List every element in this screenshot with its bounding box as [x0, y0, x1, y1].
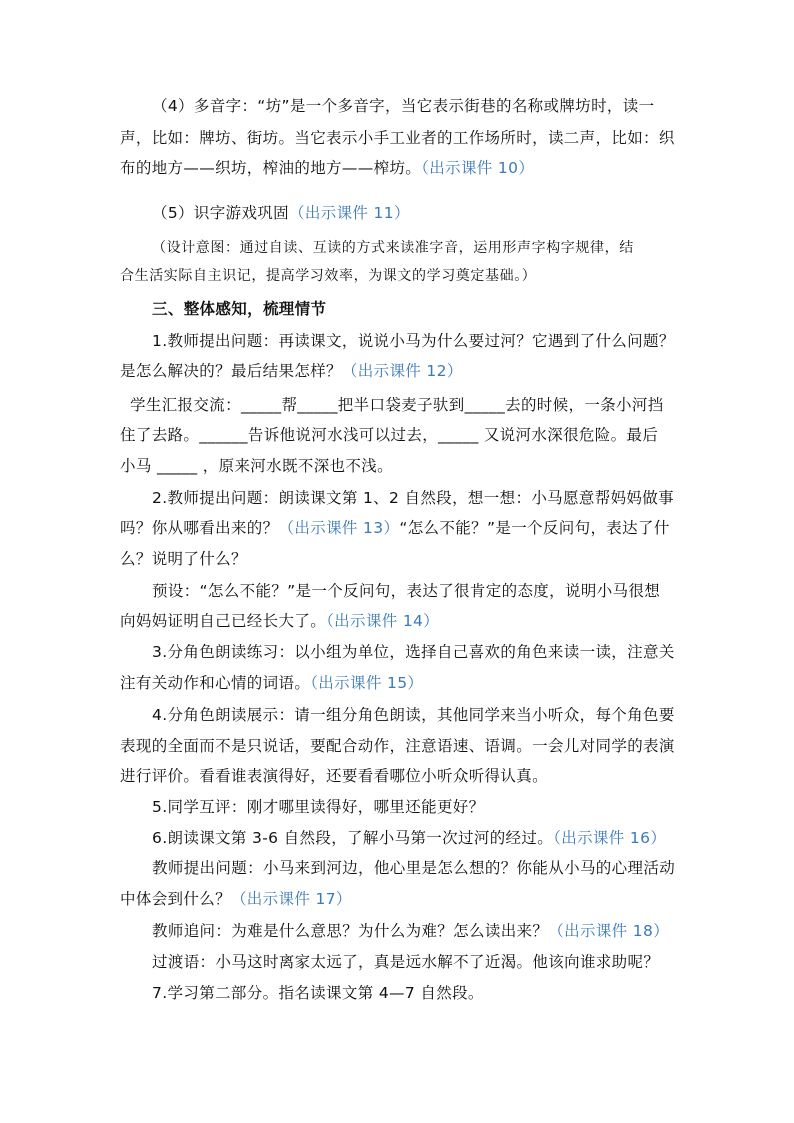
paragraph-line: 7.学习第二部分。指名读课文第 4—7 自然段。 [152, 984, 484, 1002]
paragraph-line: 中体会到什么？（出示课件 17） [120, 890, 352, 908]
paragraph-line: 5.同学互评：刚才哪里读得好，哪里还能更好？ [152, 798, 485, 816]
design-intent-line: 合生活实际自主识记，提高学习效率，为课文的学习奠定基础。） [120, 268, 537, 284]
paragraph-line: （4）多音字：“坊”是一个多音字，当它表示街巷的名称或牌坊时，读一 [152, 97, 655, 115]
paragraph-line: 注有关动作和心情的词语。（出示课件 15） [120, 674, 424, 692]
paragraph-line: 预设：“怎么不能？”是一个反问句，表达了很肯定的态度，说明小马很想 [152, 582, 661, 600]
courseware-tag: （出示课件 11） [289, 204, 410, 222]
courseware-tag: （出示课件 13） [278, 519, 400, 537]
paragraph-line: 么？说明了什么？ [120, 550, 247, 568]
paragraph-line: （5）识字游戏巩固（出示课件 11） [152, 204, 410, 222]
paragraph-line: 向妈妈证明自己已经长大了。（出示课件 14） [120, 612, 440, 630]
courseware-tag: （出示课件 18） [548, 922, 670, 940]
paragraph-line: 教师提出问题：小马来到河边，他心里是怎么想的？你能从小马的心理活动 [152, 859, 676, 877]
paragraph-line: 6.朗读课文第 3-6 自然段，了解小马第一次过河的经过。（出示课件 16） [152, 829, 667, 847]
paragraph-line: 2.教师提出问题：朗读课文第 1、2 自然段，想一想：小马愿意帮妈妈做事 [152, 489, 674, 507]
paragraph-line: 声，比如：牌坊、街坊。当它表示小手工业者的工作场所时，读二声，比如：织 [120, 129, 675, 147]
section-heading: 三、整体感知，梳理情节 [152, 300, 327, 318]
paragraph-line: 学生汇报交流：_____帮_____把半口袋麦子驮到_____去的时候，一条小河挡 [130, 396, 664, 414]
courseware-tag: （出示课件 12） [341, 362, 463, 380]
courseware-tag: （出示课件 15） [310, 674, 424, 692]
paragraph-line: 3.分角色朗读练习：以小组为单位，选择自己喜欢的角色来读一读，注意关 [152, 643, 675, 661]
paragraph-line: 是怎么解决的？最后结果怎样？（出示课件 12） [120, 362, 463, 380]
paragraph-line: 进行评价。看看谁表演得好，还要看看哪位小听众听得认真。 [120, 767, 548, 785]
paragraph-line: 过渡语：小马这时离家太远了，真是远水解不了近渴。他该向谁求助呢？ [152, 953, 660, 971]
paragraph-line: 1.教师提出问题：再读课文，说说小马为什么要过河？它遇到了什么问题？ [152, 332, 675, 350]
courseware-tag: （出示课件 16） [553, 829, 667, 847]
paragraph-line: 吗？你从哪看出来的？（出示课件 13）“怎么不能？”是一个反问句，表达了什 [120, 519, 670, 537]
paragraph-line: 教师追问：为难是什么意思？为什么为难？怎么读出来？（出示课件 18） [152, 922, 670, 940]
paragraph-line: 住了去路。______告诉他说河水浅可以过去，_____ 又说河水深很危险。最后 [120, 426, 659, 444]
paragraph-line: 布的地方——织坊，榨油的地方——榨坊。（出示课件 10） [120, 159, 535, 177]
paragraph-line: 表现的全面而不是只说话，要配合动作，注意语速、语调。一会儿对同学的表演 [120, 737, 675, 755]
courseware-tag: （出示课件 14） [326, 612, 440, 630]
courseware-tag: （出示课件 10） [421, 159, 535, 177]
design-intent-line: （设计意图：通过自读、互读的方式来读准字音，运用形声字构字规律，结 [152, 240, 634, 256]
paragraph-line: 小马 _____ ，原来河水既不深也不浅。 [120, 457, 393, 475]
paragraph-line: 4.分角色朗读展示：请一组分角色朗读，其他同学来当小听众，每个角色要 [152, 706, 675, 724]
courseware-tag: （出示课件 17） [230, 890, 352, 908]
